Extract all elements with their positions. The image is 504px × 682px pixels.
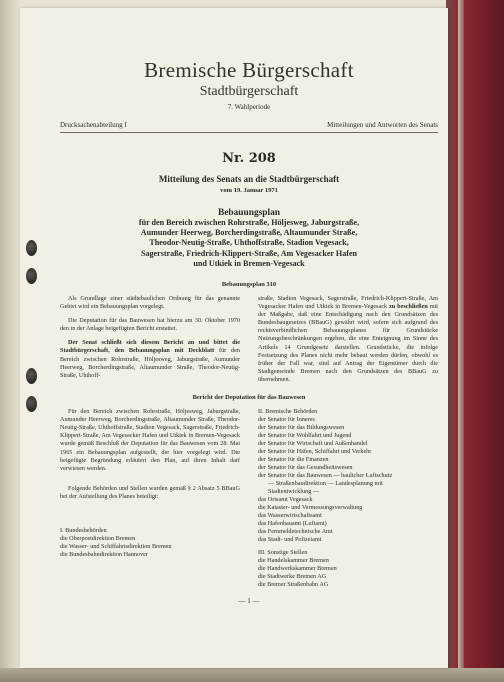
list-item: der Senator für Häfen, Schiffahrt und Verkehr bbox=[258, 448, 372, 456]
paragraph: Für den Bereich zwischen Rohrstraße, Höljesweg, Jaburgstraße, Aumunder Heerweg, Borcherdingstraße, Altaumunder Straße, Theodor-Neutig-Straße, Uhthoffstraße, Stadion Vegesack, Sagerstraße, Friedrich-Klippert-Straße, Am Vegesacker Hafen und Utkiek in Bremen-Vegesack wurde gemäß Beschluß der Deputation für das Bauwesen vom 28. Mai 1965 ein Bebauungsplan aufgestellt, der hier vorgelegt wird. Die beigefügte Begründung erläutert den Plan, auf ihren Inhalt darf verwiesen werden. bbox=[60, 408, 240, 472]
page-number: — 1 — bbox=[238, 597, 260, 606]
list-item: die Stadtwerke Bremen AG bbox=[258, 573, 327, 581]
document-page bbox=[20, 8, 448, 668]
list-item: der Senator für die Finanzen bbox=[258, 456, 329, 464]
intro-left-column bbox=[60, 295, 240, 390]
bremen-authorities-list bbox=[258, 408, 438, 589]
meta-right: Mitteilungen und Antworten des Senats bbox=[327, 121, 438, 129]
list-item: der Senator für das Bildungswesen bbox=[258, 424, 345, 432]
header-subtitle: Stadtbürgerschaft bbox=[199, 84, 299, 99]
list-item: die Handwerkskammer Bremen bbox=[258, 565, 337, 573]
list-item: die Oberpostdirektion Bremen bbox=[60, 534, 136, 542]
list-item: die Bundesbahndirektion Hannover bbox=[60, 550, 148, 558]
list-item: das Wasserwirtschaftsamt bbox=[258, 512, 322, 520]
header-title: Bremische Bürgerschaft bbox=[144, 58, 354, 82]
list-item: I. Bundesbehörden bbox=[60, 526, 107, 534]
report-right-column bbox=[258, 408, 438, 589]
list-item: die Wasser- und Schiffahrtsdirektion Bremen bbox=[60, 542, 172, 550]
intro-columns bbox=[60, 295, 438, 390]
list-item: die Kataster- und Vermessungsverwaltung bbox=[258, 504, 363, 512]
list-item: das Fernmeldetechnische Amt bbox=[258, 528, 333, 536]
paragraph bbox=[60, 339, 240, 379]
list-item: der Senator für Inneres bbox=[258, 416, 315, 424]
paragraph-text: für den Bereich zwischen Rohrstraße, Höljesweg, Jaburgstraße, Aumunder Heerweg, Borcherdingstraße, Altaumunder Straße, Theodor-Neutig-Straße, Uhthoff- bbox=[60, 347, 240, 379]
paragraph-text: mit der Maßgabe, daß eine Entschädigung nach den Grundsätzen des Bundesbaugesetzes (BBauG) gewährt wird, sofern sich aufgrund des rechtsverbindlichen Bebauungsplanes für Grundstücke Nutzungsbeschränkungen ergeben, die eine Enteignung im Sinne des Artikels 14 Grundgesetz darstellen. Grundstücke, die infolge Festsetzung des Planes nicht mehr bebaut werden dürfen, obwohl es früher der Fall war, sind auf Antrag der Eigentümer durch die Stadtgemeinde Bremen nach den Grundsätzen des BBauG zu übernehmen. bbox=[258, 303, 438, 383]
paragraph: Die Deputation für das Bauwesen hat hierzu am 30. Oktober 1970 den in der Anlage beigefügten Bericht erstattet. bbox=[60, 317, 240, 333]
meta-row bbox=[60, 121, 438, 133]
list-item: der Senator für das Bauwesen — baulicher Luftschutz bbox=[258, 472, 393, 480]
plan-line: und Utkiek in Bremen-Vegesack bbox=[193, 258, 305, 268]
bold-text: Der Senat schließt sich diesem Bericht an und bittet die Stadtbürgerschaft, den Bebauungsplan mit Deckblatt bbox=[60, 339, 240, 355]
binder-cover-edge bbox=[458, 0, 464, 682]
plan-line: Theodor-Neutig-Straße, Uhthoffstraße, Stadion Vegesack, bbox=[149, 238, 349, 248]
binder-cover-red bbox=[446, 0, 504, 682]
paragraph: Folgende Behörden und Stellen wurden gemäß § 2 Absatz 5 BBauG bei der Aufstellung des Planes beteiligt: bbox=[60, 484, 240, 500]
list-item: Stadtentwicklung — bbox=[268, 488, 320, 496]
binder-bottom-edge bbox=[0, 668, 504, 682]
paragraph bbox=[258, 295, 438, 384]
binder-hole-icon bbox=[26, 396, 37, 412]
binder-left-edge bbox=[0, 0, 20, 682]
list-item: der Senator für das Gesundheitswesen bbox=[258, 464, 353, 472]
binder-hole-icon bbox=[26, 268, 37, 284]
list-item: das Ortsamt Vegesack bbox=[258, 496, 313, 504]
list-item: der Senator für Wirtschaft und Außenhandel bbox=[258, 440, 368, 448]
list-item: — Straßenbaudirektion — Landesplanung mit bbox=[268, 480, 383, 488]
list-item: das Stadt- und Polizeiamt bbox=[258, 536, 322, 544]
plan-line: Aumunder Heerweg, Borcherdingstraße, Altaumunder Straße, bbox=[140, 228, 358, 238]
list-item: II. Bremische Behörden bbox=[258, 408, 318, 416]
plan-number: Bebauungsplan 310 bbox=[221, 281, 277, 289]
plan-line: Sagerstraße, Friedrich-Klippert-Straße, Am Vegesacker Hafen bbox=[140, 248, 358, 258]
list-item: der Senator für Wohlfahrt und Jugend bbox=[258, 432, 352, 440]
meta-left: Drucksachenabteilung I bbox=[60, 121, 127, 129]
list-item: die Handelskammer Bremen bbox=[258, 557, 329, 565]
header-period: 7. Wahlperiode bbox=[227, 103, 271, 111]
plan-description bbox=[60, 218, 438, 269]
bold-text: zu beschließen bbox=[389, 303, 428, 311]
binder-hole-icon bbox=[26, 368, 37, 384]
document-number: Nr. 208 bbox=[222, 151, 276, 166]
list-item: das Hafenbauamt (Luftamt) bbox=[258, 520, 327, 528]
plan-line: für den Bereich zwischen Rohrstraße, Höljesweg, Jaburgstraße, bbox=[138, 218, 360, 227]
report-heading: Bericht der Deputation für das Bauwesen bbox=[192, 394, 306, 402]
document-title: Mitteilung des Senats an die Stadtbürgerschaft bbox=[158, 174, 340, 184]
paragraph: Als Grundlage einer städtebaulichen Ordnung für das genannte Gebiet wird ein Bebauungsplan vorgelegt. bbox=[60, 295, 240, 311]
plan-title: Bebauungsplan bbox=[217, 208, 280, 218]
list-item: die Bremer Straßenbahn AG bbox=[258, 581, 329, 589]
paragraph-text: straße, Stadion Vegesack, Sagerstraße, Friedrich-Klippert-Straße, Am Vegesacker Hafen und Utkiek in Bremen-Vegesack bbox=[258, 295, 438, 311]
document-date: vom 19. Januar 1971 bbox=[220, 187, 278, 194]
report-columns bbox=[60, 408, 438, 589]
list-item: III. Sonstige Stellen bbox=[258, 549, 308, 557]
report-left-column bbox=[60, 408, 240, 589]
binder-hole-icon bbox=[26, 240, 37, 256]
intro-right-column bbox=[258, 295, 438, 390]
page-content bbox=[60, 58, 438, 605]
federal-authorities-list bbox=[60, 527, 240, 559]
